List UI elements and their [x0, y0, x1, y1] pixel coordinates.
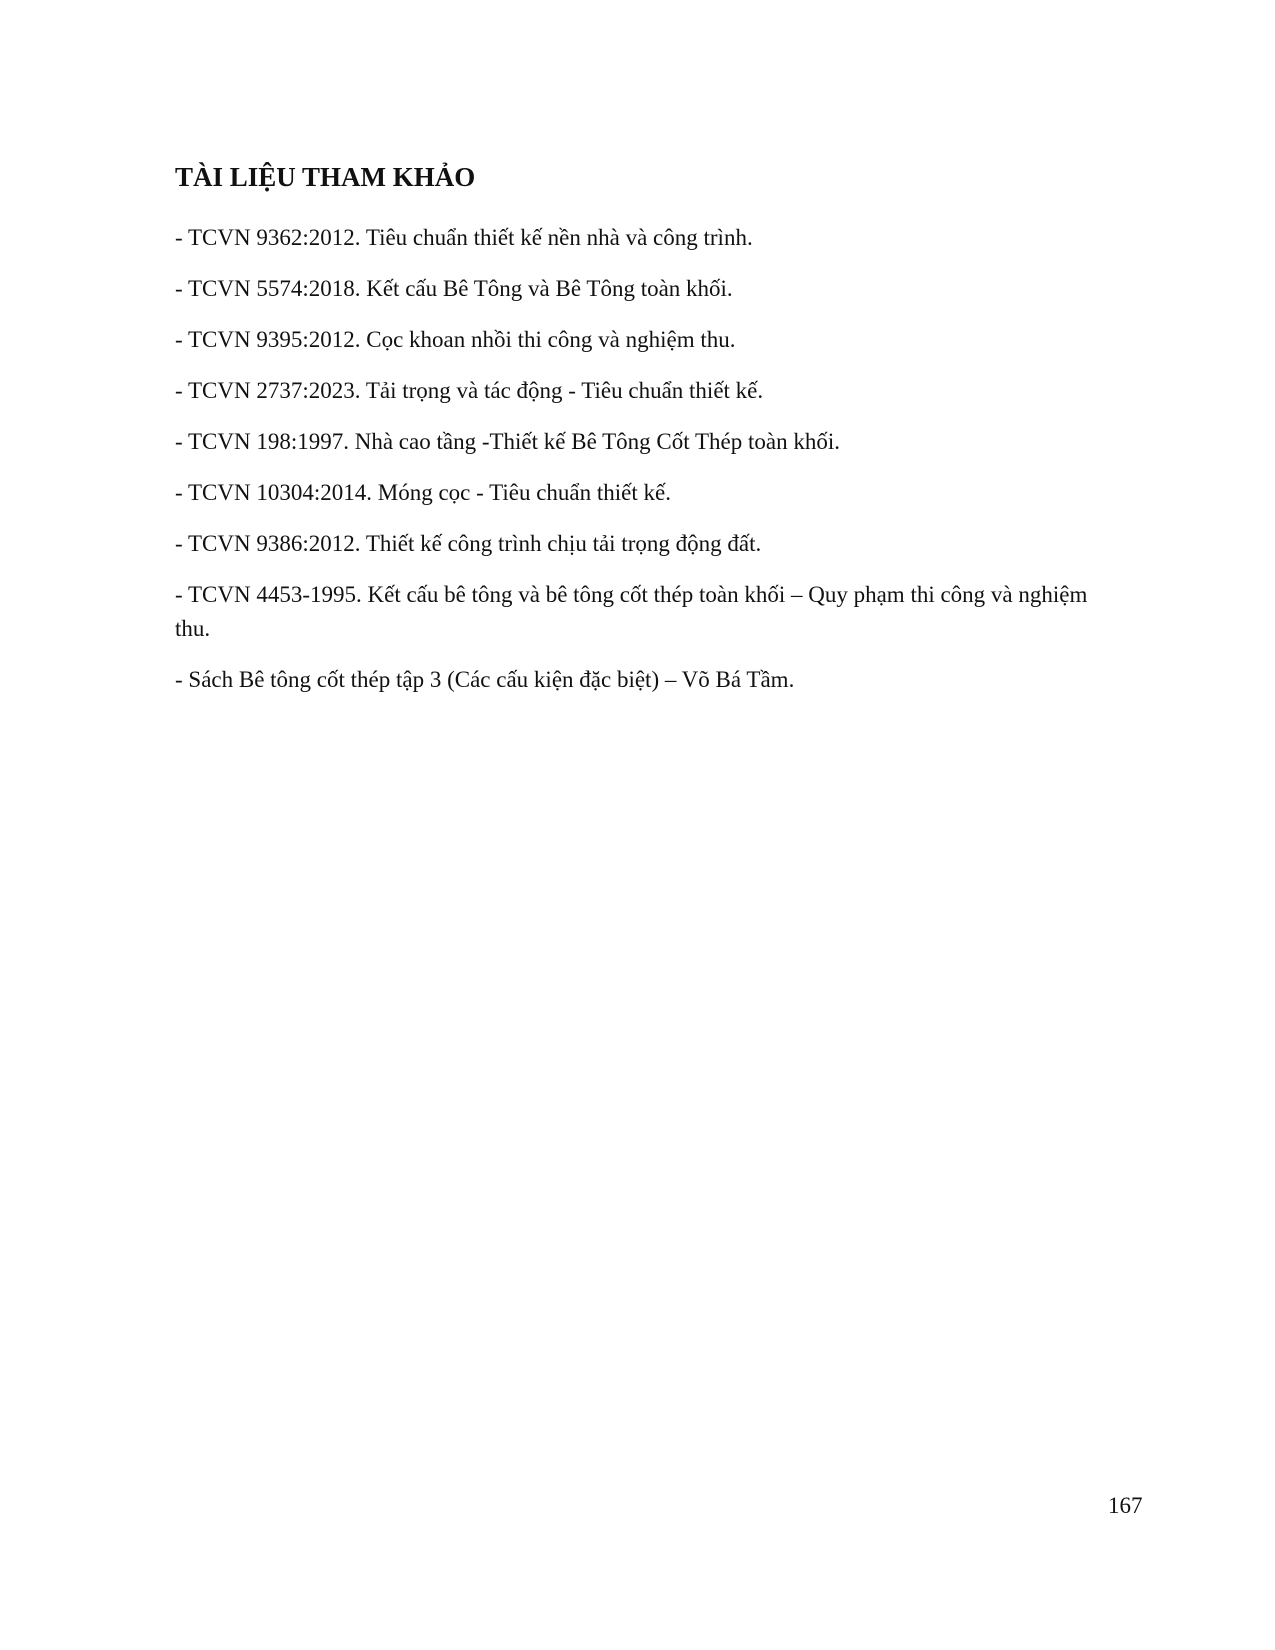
- reference-item: - TCVN 10304:2014. Móng cọc - Tiêu chuẩn thiết kế.: [175, 480, 671, 505]
- page-title: TÀI LIỆU THAM KHẢO: [175, 162, 476, 192]
- reference-item: - TCVN 9362:2012. Tiêu chuẩn thiết kế nền nhà và công trình.: [175, 225, 753, 250]
- page-number: 167: [1108, 1493, 1143, 1518]
- reference-item: - TCVN 198:1997. Nhà cao tầng -Thiết kế Bê Tông Cốt Thép toàn khối.: [175, 429, 840, 454]
- reference-item: - TCVN 9395:2012. Cọc khoan nhồi thi công và nghiệm thu.: [175, 327, 736, 352]
- reference-item: - TCVN 4453-1995. Kết cấu bê tông và bê tông cốt thép toàn khối – Quy phạm thi công và nghiệm thu.: [175, 582, 1088, 641]
- reference-item: - TCVN 9386:2012. Thiết kế công trình chịu tải trọng động đất.: [175, 531, 762, 556]
- reference-item: - TCVN 2737:2023. Tải trọng và tác động - Tiêu chuẩn thiết kế.: [175, 378, 764, 403]
- reference-item: - Sách Bê tông cốt thép tập 3 (Các cấu kiện đặc biệt) – Võ Bá Tầm.: [175, 667, 795, 692]
- reference-list: [175, 221, 1095, 714]
- reference-item: - TCVN 5574:2018. Kết cấu Bê Tông và Bê Tông toàn khối.: [175, 276, 733, 301]
